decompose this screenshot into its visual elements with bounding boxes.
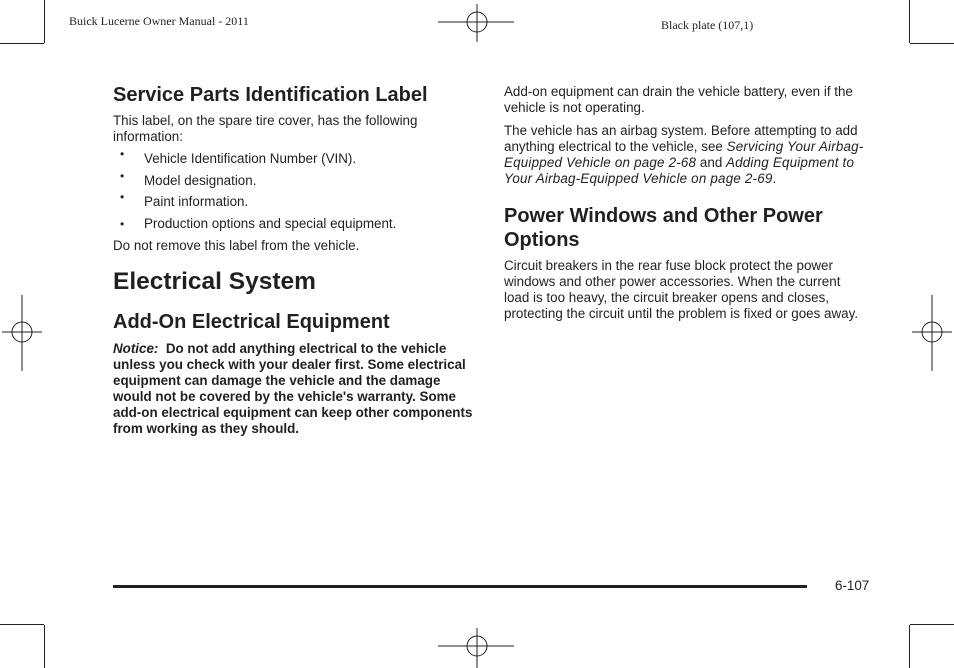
adding-equipment-link[interactable]: Adding Equipment to Your Airbag-Equipped Vehicle on page 2-69: [504, 155, 855, 186]
bullet-icon: •: [120, 147, 125, 161]
electrical-system-heading: Electrical System: [113, 268, 316, 295]
registration-mark-left-icon: [2, 295, 42, 371]
info-bullet-list: [113, 147, 478, 238]
airbag-and-text: and: [699, 155, 723, 170]
left-column: [113, 83, 478, 437]
service-parts-heading: Service Parts Identification Label: [113, 84, 428, 106]
notice-label: Notice:: [113, 341, 159, 356]
registration-mark-right-icon: [912, 295, 952, 371]
airbag-period: .: [772, 171, 777, 186]
registration-mark-top-icon: [438, 4, 516, 42]
page-number: 6-107: [835, 578, 870, 593]
airbag-paragraph: [504, 123, 869, 187]
bullet-text: Vehicle Identification Number (VIN).: [144, 151, 357, 166]
bullet-icon: •: [120, 217, 125, 231]
header-manual-title: Buick Lucerne Owner Manual - 2011: [69, 14, 249, 28]
power-windows-paragraph: Circuit breakers in the rear fuse block protect the power windows and other power accessories. When the current load is too heavy, the circuit breaker opens and closes, protecting the circuit until the problem is fixed or goes away.: [504, 258, 859, 321]
airbag-servicing-link[interactable]: Servicing Your Airbag-Equipped Vehicle on page 2-68: [504, 139, 864, 170]
right-column: [504, 84, 869, 322]
bullet-text: Production options and special equipment.: [144, 216, 397, 231]
bullet-icon: •: [120, 169, 125, 183]
service-parts-intro: This label, on the spare tire cover, has the following information:: [113, 113, 418, 144]
list-item: [113, 190, 478, 216]
add-on-equipment-heading: Add-On Electrical Equipment: [113, 311, 390, 333]
add-on-drain-paragraph: Add-on equipment can drain the vehicle battery, even if the vehicle is not operating.: [504, 84, 853, 115]
service-parts-outro: Do not remove this label from the vehicle.: [113, 238, 360, 253]
footer-rule: [113, 585, 807, 588]
bullet-text: Paint information.: [144, 194, 249, 209]
header-plate-label: Black plate (107,1): [661, 18, 754, 32]
notice-paragraph: [113, 341, 478, 437]
airbag-text: The vehicle has an airbag system. Before attempting to add anything electrical to the vehicle, see: [504, 123, 858, 154]
bullet-text: Model designation.: [144, 173, 257, 188]
registration-mark-bottom-icon: [438, 628, 516, 668]
list-item: [113, 147, 478, 173]
notice-text: Do not add anything electrical to the vehicle unless you check with your dealer first. Some electrical equipment can damage the vehicle and the damage would not be covered by the vehicle's warranty. Some add-on electrical equipment can keep other components from working as they should.: [113, 341, 473, 436]
list-item: [113, 169, 478, 194]
list-item: [113, 216, 478, 238]
bullet-icon: •: [120, 190, 125, 204]
power-windows-heading: Power Windows and Other Power Options: [504, 205, 823, 251]
